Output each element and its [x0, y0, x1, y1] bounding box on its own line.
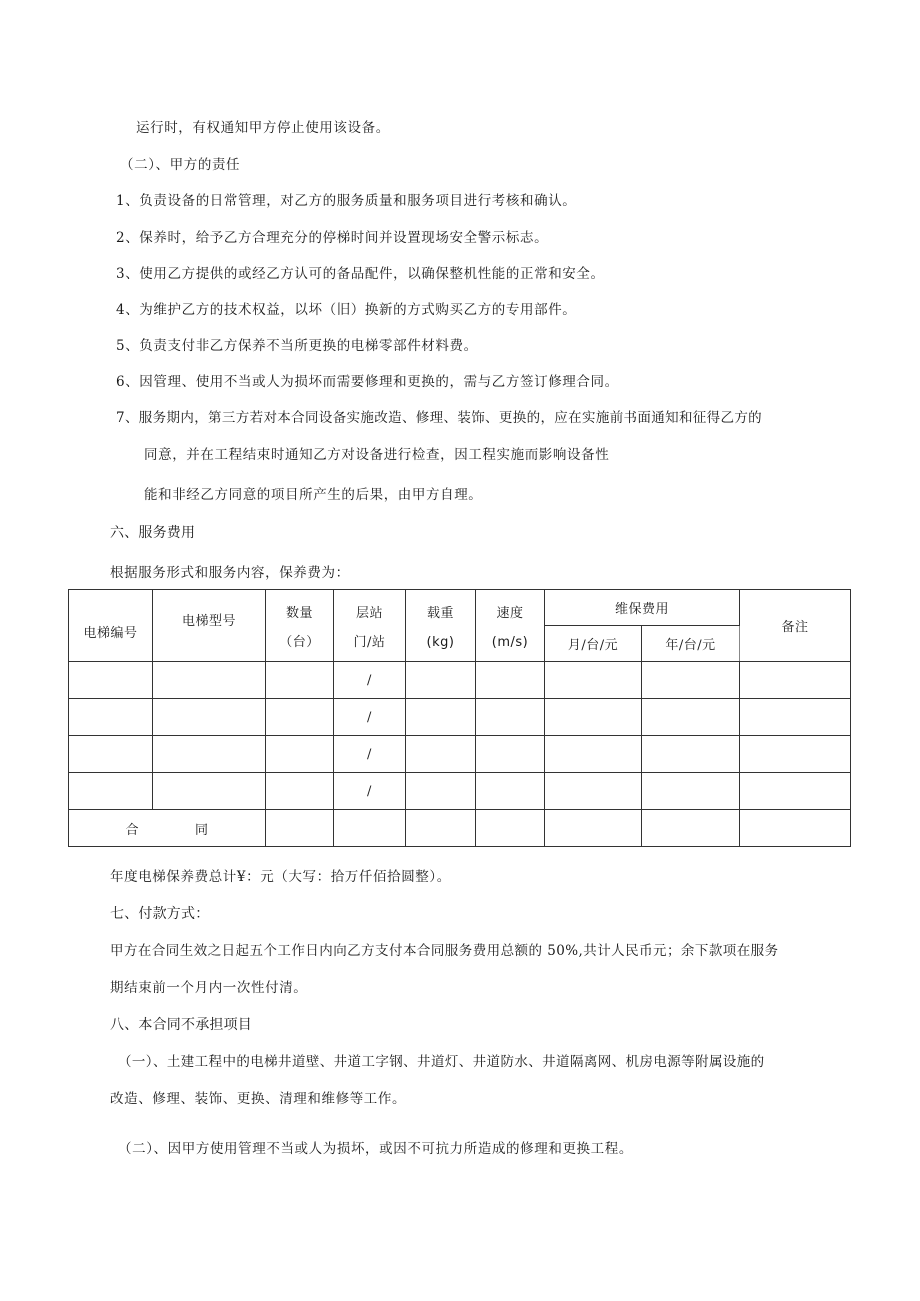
cell-yearly-fee: [642, 699, 740, 736]
duty-item-7-line3: 能和非经乙方同意的项目所产生的后果，由甲方自理。: [144, 487, 483, 503]
subsection-title-party-a-duties: （二）、甲方的责任: [120, 157, 241, 173]
cell-quantity: [266, 662, 334, 699]
cell-elevator-model: [153, 662, 266, 699]
section-title-service-fee: 六、服务费用: [110, 525, 196, 541]
cell-elevator-no: [69, 773, 153, 810]
cell-elevator-no: [69, 736, 153, 773]
header-remarks: 备注: [740, 590, 851, 662]
table-total-row: [69, 810, 851, 847]
cell-load: [406, 736, 476, 773]
payment-text-line2: 期结束前一个月内一次性付清。: [110, 980, 308, 996]
duty-item-3: 3、使用乙方提供的或经乙方认可的备品配件，以确保整机性能的正常和安全。: [116, 266, 605, 282]
cell-elevator-no: [69, 662, 153, 699]
header-yearly-fee: 年/台/元: [642, 626, 740, 662]
duty-item-5: 5、负责支付非乙方保养不当所更换的电梯零部件材料费。: [116, 338, 478, 354]
section-title-payment: 七、付款方式：: [110, 906, 210, 922]
cell-quantity: [266, 736, 334, 773]
cell-total-monthly: [545, 810, 642, 847]
cell-monthly-fee: [545, 699, 642, 736]
exclusion-item-1-line1: （一）、土建工程中的电梯井道壁、井道工字钢、井道灯、井道防水、井道隔离网、机房电源等附属设施的: [118, 1054, 765, 1070]
fee-intro-text: 根据服务形式和服务内容，保养费为：: [110, 565, 350, 581]
cell-total-quantity: [266, 810, 334, 847]
payment-text-line1: 甲方在合同生效之日起五个工作日内向乙方支付本合同服务费用总额的 50%,共计人民币元；余下款项在服务: [110, 943, 779, 959]
cell-floors: /: [334, 662, 406, 699]
cell-monthly-fee: [545, 736, 642, 773]
cell-total-remarks: [740, 810, 851, 847]
cell-floors: /: [334, 699, 406, 736]
cell-quantity: [266, 773, 334, 810]
cell-load: [406, 662, 476, 699]
cell-total-floors: [334, 810, 406, 847]
cell-elevator-model: [153, 699, 266, 736]
cell-yearly-fee: [642, 662, 740, 699]
cell-load: [406, 773, 476, 810]
cell-speed: [476, 773, 545, 810]
duty-item-7-line2: 同意，并在工程结束时通知乙方对设备进行检查，因工程实施而影响设备性: [144, 447, 610, 463]
service-fee-table: [68, 589, 851, 847]
cell-remarks: [740, 736, 851, 773]
header-load: 载重 (kg): [406, 590, 476, 662]
duty-item-2: 2、保养时，给予乙方合理充分的停梯时间并设置现场安全警示标志。: [116, 230, 549, 246]
cell-load: [406, 699, 476, 736]
cell-remarks: [740, 773, 851, 810]
exclusion-item-1-line2: 改造、修理、装饰、更换、清理和维修等工作。: [110, 1091, 407, 1107]
duty-item-6: 6、因管理、使用不当或人为损坏而需要修理和更换的，需与乙方签订修理合同。: [116, 374, 619, 390]
cell-total-yearly: [642, 810, 740, 847]
cell-speed: [476, 662, 545, 699]
cell-total-label: 合 同: [69, 810, 266, 847]
header-speed: 速度 (m/s): [476, 590, 545, 662]
table-header-row: [69, 590, 851, 626]
section-title-exclusions: 八、本合同不承担项目: [110, 1017, 252, 1033]
duty-item-4: 4、为维护乙方的技术权益，以坏（旧）换新的方式购买乙方的专用部件。: [116, 302, 577, 318]
cell-monthly-fee: [545, 773, 642, 810]
table-row: [69, 773, 851, 810]
cell-total-speed: [476, 810, 545, 847]
cell-speed: [476, 736, 545, 773]
cell-remarks: [740, 662, 851, 699]
annual-total-text: 年度电梯保养费总计¥：元（大写：拾万仟佰拾圆整）。: [110, 869, 451, 885]
header-elevator-no: 电梯编号: [69, 590, 153, 662]
cell-remarks: [740, 699, 851, 736]
cell-monthly-fee: [545, 662, 642, 699]
cell-total-load: [406, 810, 476, 847]
table-row: [69, 699, 851, 736]
cell-elevator-model: [153, 773, 266, 810]
exclusion-item-2: （二）、因甲方使用管理不当或人为损坏，或因不可抗力所造成的修理和更换工程。: [118, 1141, 633, 1157]
paragraph-rights-tail: 运行时，有权通知甲方停止使用该设备。: [136, 120, 390, 136]
table-row: [69, 736, 851, 773]
header-floors: 层站 门/站: [334, 590, 406, 662]
cell-floors: /: [334, 773, 406, 810]
cell-quantity: [266, 699, 334, 736]
cell-elevator-no: [69, 699, 153, 736]
duty-item-7-line1: 7、服务期内，第三方若对本合同设备实施改造、修理、装饰、更换的，应在实施前书面通知和征得乙方的: [116, 410, 763, 426]
header-maintenance-fee: 维保费用: [545, 590, 740, 626]
header-quantity: 数量 （台）: [266, 590, 334, 662]
header-elevator-model: 电梯型号: [153, 590, 266, 662]
cell-elevator-model: [153, 736, 266, 773]
header-monthly-fee: 月/台/元: [545, 626, 642, 662]
cell-yearly-fee: [642, 773, 740, 810]
cell-floors: /: [334, 736, 406, 773]
table-row: [69, 662, 851, 699]
duty-item-1: 1、负责设备的日常管理，对乙方的服务质量和服务项目进行考核和确认。: [116, 193, 577, 209]
cell-speed: [476, 699, 545, 736]
cell-yearly-fee: [642, 736, 740, 773]
